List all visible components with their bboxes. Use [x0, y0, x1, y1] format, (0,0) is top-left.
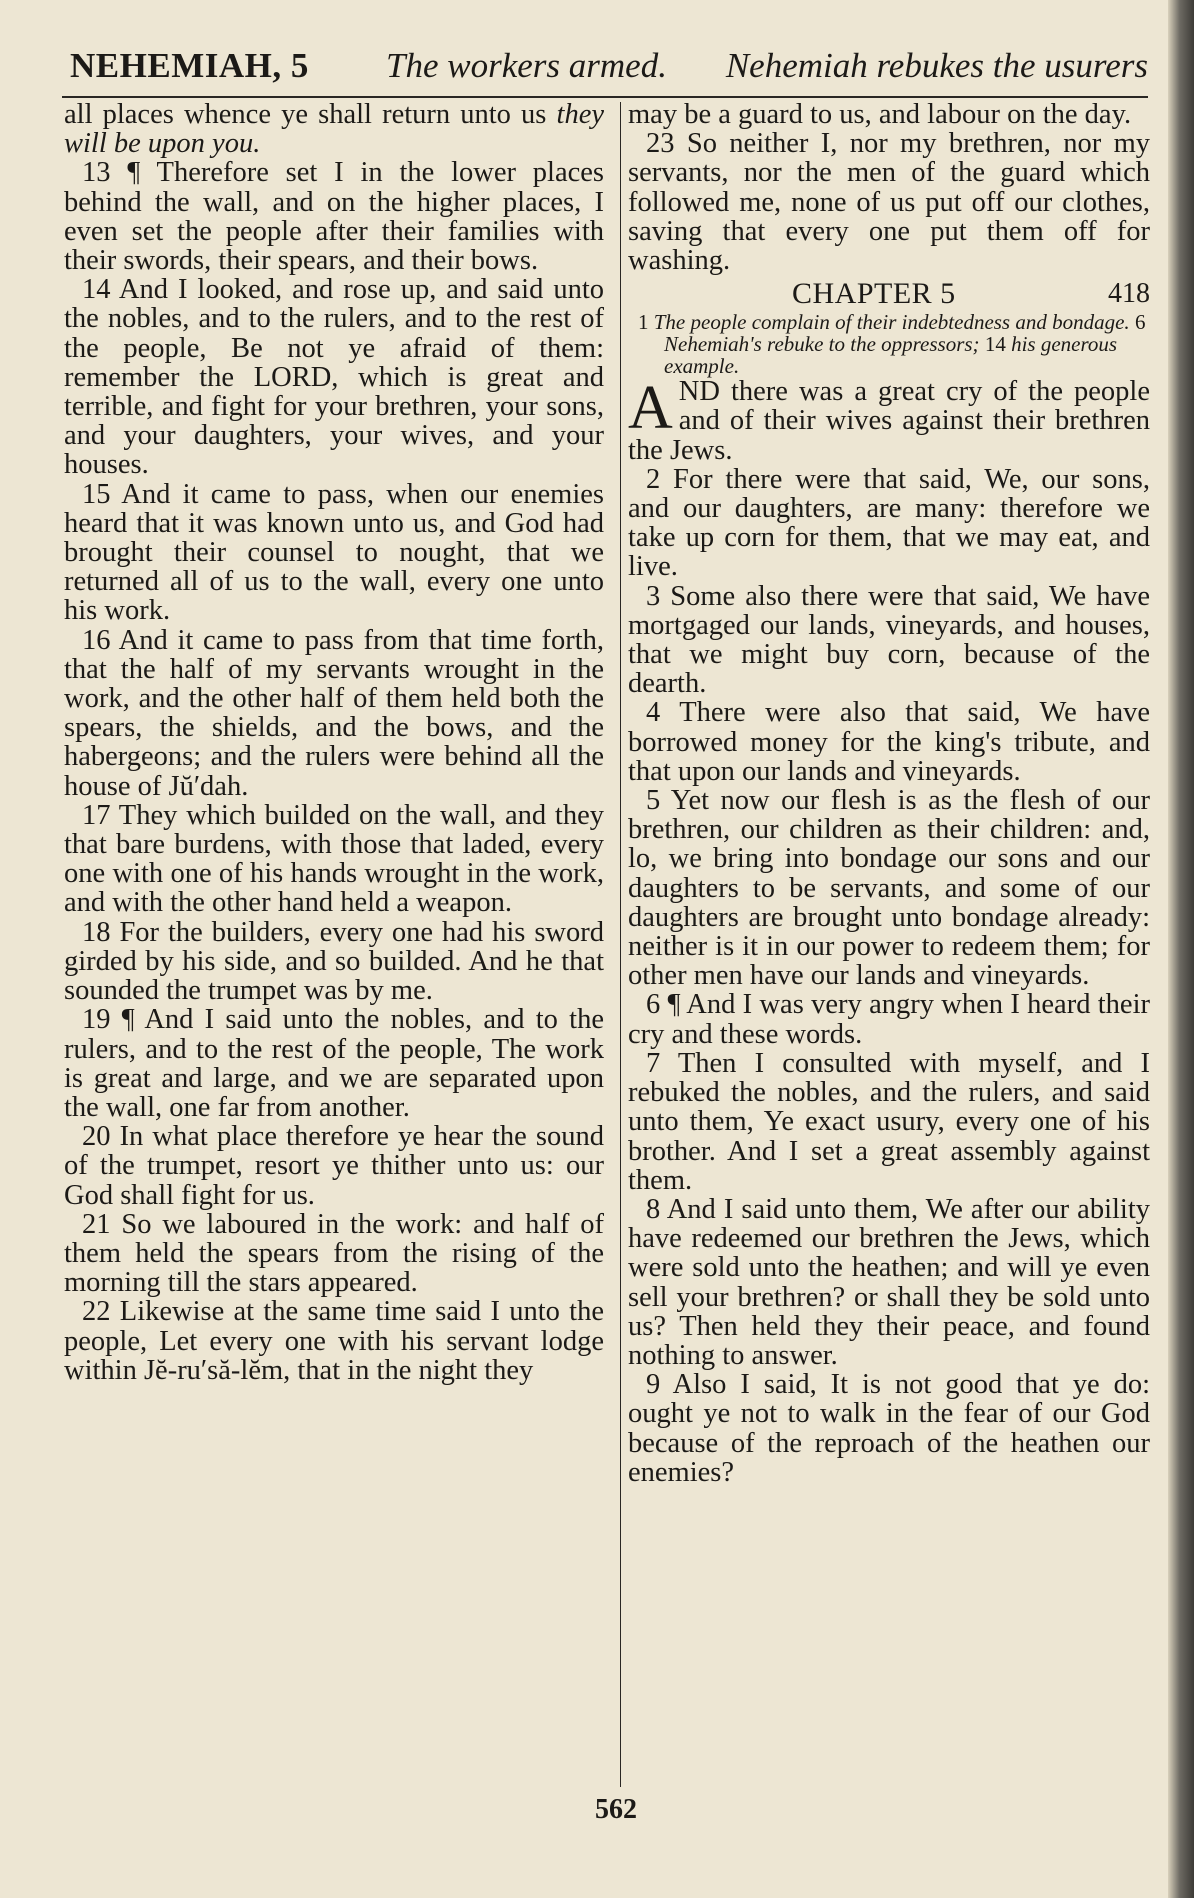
header-book-chapter: NEHEMIAH, 5: [70, 46, 309, 85]
chapter-summary: [628, 311, 1150, 377]
header-topic-center: The workers armed.: [386, 46, 667, 85]
running-header: [70, 42, 1148, 94]
verse-italic-text: they will be upon you.: [64, 100, 604, 160]
summary-text: The people complain of their indebtedness and bondage.: [653, 310, 1130, 335]
header-topic-right: Nehemiah rebukes the usurers: [725, 46, 1148, 85]
left-column: [64, 100, 604, 1790]
verse-21: 21 So we laboured in the work: and half of them held the spears from the rising of the morning till the stars appeared.: [64, 1208, 604, 1299]
header-rule: [62, 96, 1148, 98]
verse-8: 8 And I said unto them, We after our ability have redeemed our brethren the Jews, which were sold unto the heathen; and will ye even sell your brethren? or shall they be sold unto us? Then held they their peace, and found nothing to answer.: [628, 1193, 1150, 1371]
verse-1: [628, 374, 1150, 466]
verse-17: 17 They which builded on the wall, and they that bare burdens, with those that laded, every one with one of his hands wrought in the work, and with the other hand held a weapon.: [64, 799, 604, 919]
page-edge-shadow: [1168, 0, 1194, 1898]
verse-16: 16 And it came to pass from that time forth, that the half of my servants wrought in the work, and the other half of them held both the spears, the shields, and the bows, and the habergeons; and the rulers were behind all the house of Jŭ′dah.: [64, 624, 604, 802]
verse-13: 13 ¶ Therefore set I in the lower places behind the wall, and on the higher places, I even set the people after their families with their swords, their spears, and their bows.: [64, 157, 604, 277]
verse-text: all places whence ye shall return unto us: [64, 100, 557, 130]
verse-14: 14 And I looked, and rose up, and said unto the nobles, and to the rulers, and to the rest of the people, Be not ye afraid of them: remember the LORD, which is great and terrible, and fight for your brethren, your sons, and your daughters, your wives, and your houses.: [64, 274, 604, 481]
summary-number: 14: [984, 332, 1006, 357]
verse-5: 5 Yet now our flesh is as the flesh of our brethren, our children as their children: and, lo, we bring into bondage our sons and our daughters to be servants, and some of our daughters are brought unto bondage already: neither is it in our power to redeem them; for other men have our lands and vineyards.: [628, 785, 1150, 992]
verse-19: 19 ¶ And I said unto the nobles, and to the rulers, and to the rest of the people, The work is great and large, and we are separated upon the wall, one far from another.: [64, 1004, 604, 1123]
verse-22: 22 Likewise at the same time said I unto the people, Let every one with his servant lodge within Jĕ-ru′să-lĕm, that in the night they: [64, 1296, 604, 1386]
summary-number: 1: [638, 310, 649, 335]
verse-6: 6 ¶ And I was very angry when I heard their cry and these words.: [628, 989, 1150, 1050]
verse-2: 2 For there were that said, We, our sons, and our daughters, are many: therefore we take up corn for them, that we may eat, and live.: [628, 463, 1150, 583]
verse-9: 9 Also I said, It is not good that ye do: ought ye not to walk in the fear of our God because of the reproach of the heathen our enemies?: [628, 1369, 1150, 1488]
summary-text: Nehemiah's rebuke to the oppressors;: [664, 332, 980, 357]
page-number: 562: [595, 1794, 637, 1825]
summary-text: his generous example.: [664, 332, 1118, 379]
chapter-page-reference: 418: [1108, 278, 1150, 310]
verse-7: 7 Then I consulted with myself, and I rebuked the nobles, and the rulers, and said unto them, Ye exact usury, every one of his brother. And I set a great assembly against them.: [628, 1047, 1150, 1196]
drop-cap: A: [628, 374, 673, 443]
verse-4: 4 There were also that said, We have borrowed money for the king's tribute, and that upon our lands and vineyards.: [628, 697, 1150, 787]
chapter-heading: [628, 277, 1150, 311]
verse-20: 20 In what place therefore ye hear the sound of the trumpet, resort ye thither unto us: our God shall fight for us.: [64, 1121, 604, 1211]
right-column: [628, 100, 1150, 1790]
verse-23: 23 So neither I, nor my brethren, nor my servants, nor the men of the guard which followed me, none of us put off our clothes, saving that every one put them off for washing.: [628, 128, 1150, 277]
verse-22-continuation: may be a guard to us, and labour on the day.: [628, 100, 1132, 130]
chapter-title: CHAPTER 5: [792, 277, 956, 311]
verse-15: 15 And it came to pass, when our enemies heard that it was known unto us, and God had brought their counsel to nought, that we returned all of us to the wall, every one unto his work.: [64, 478, 604, 627]
summary-number: 6: [1134, 310, 1146, 335]
verse-12-continuation: [64, 100, 604, 158]
column-divider: [620, 102, 621, 1787]
verse-18: 18 For the builders, every one had his sword girded by his side, and so builded. And he that sounded the trumpet was by me.: [64, 916, 604, 1007]
verse-text: ND there was a great cry of the people and of their wives against their brethren the Jews.: [628, 376, 1150, 466]
verse-3: 3 Some also there were that said, We have mortgaged our lands, vineyards, and houses, that we might buy corn, because of the dearth.: [628, 580, 1150, 700]
